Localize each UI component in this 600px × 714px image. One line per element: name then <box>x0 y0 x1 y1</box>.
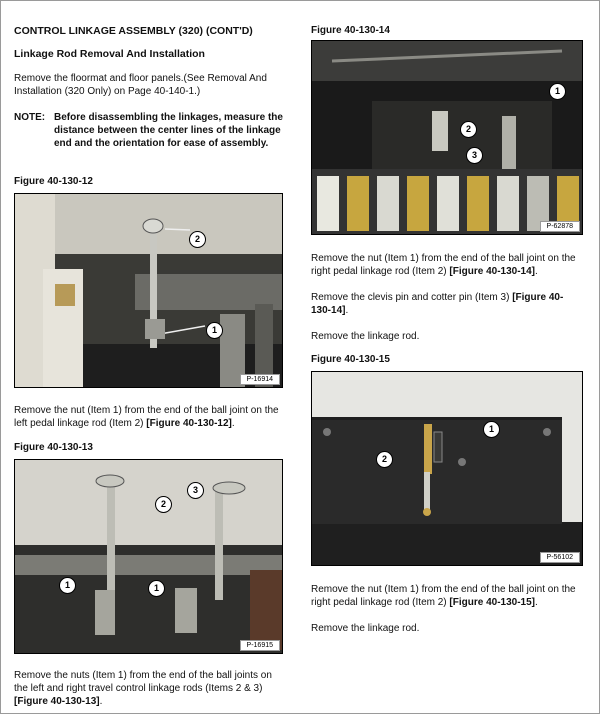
paragraph-fig14b-text: Remove the clevis pin and cotter pin (Item 3) <box>311 292 513 303</box>
figure-13-label: Figure 40-130-13 <box>14 442 93 453</box>
figure-15-callout-2: 2 <box>376 451 393 468</box>
paragraph-fig15b: Remove the linkage rod. <box>311 623 420 634</box>
figure-14-callout-3: 3 <box>466 147 483 164</box>
paragraph-fig13-end: . <box>99 696 103 707</box>
intro-paragraph: Remove the floormat and floor panels.(See Removal And Installation (320 Only) on Page 40-140-1.) <box>14 73 267 97</box>
section-heading: CONTROL LINKAGE ASSEMBLY (320) (CONT'D) <box>14 25 253 37</box>
paragraph-fig13 <box>14 669 286 708</box>
figure-14-label: Figure 40-130-14 <box>311 25 390 36</box>
figure-13-callout-2: 2 <box>155 496 172 513</box>
paragraph-fig14b <box>311 291 583 317</box>
figure-14-callout-1: 1 <box>549 83 566 100</box>
paragraph-fig14b-ref: [Figure 40-130-14] <box>311 292 564 316</box>
figure-12-illustration <box>15 194 282 387</box>
paragraph-fig12-ref: [Figure 40-130-12] <box>146 418 232 429</box>
paragraph-fig15a <box>311 583 583 609</box>
figure-13-callout-1-right: 1 <box>148 580 165 597</box>
figure-14-callout-2: 2 <box>460 121 477 138</box>
paragraph-fig13-ref: [Figure 40-130-13] <box>14 696 100 707</box>
paragraph-fig13-text: Remove the nuts (Item 1) from the end of the ball joints on the left and right travel control linkage rods (Items 2 & 3) <box>14 670 272 694</box>
figure-13-illustration <box>15 460 282 653</box>
paragraph-fig14a-ref: [Figure 40-130-14] <box>449 266 535 277</box>
figure-13-photo <box>14 459 283 654</box>
subheading: Linkage Rod Removal And Installation <box>14 48 205 60</box>
figure-14-photo <box>311 40 583 235</box>
figure-14-code: P-62878 <box>540 221 580 232</box>
paragraph-fig15a-text: Remove the nut (Item 1) from the end of the ball joint on the right pedal linkage rod (Item 2) <box>311 584 576 608</box>
figure-15-label: Figure 40-130-15 <box>311 354 390 365</box>
figure-14-illustration <box>312 41 582 234</box>
paragraph-fig14a <box>311 252 583 278</box>
figure-15-code: P-56102 <box>540 552 580 563</box>
paragraph-fig12-end: . <box>231 418 235 429</box>
paragraph-fig14c: Remove the linkage rod. <box>311 331 420 342</box>
paragraph-fig14b-end: . <box>345 305 349 316</box>
note-text: Before disassembling the linkages, measure the distance between the center lines of the linkage end and the orientation for ease of assembly. <box>54 112 283 149</box>
figure-15-illustration <box>312 372 582 565</box>
figure-12-code: P-16914 <box>240 374 280 385</box>
paragraph-fig14a-end: . <box>535 266 538 277</box>
figure-13-code: P-16915 <box>240 640 280 651</box>
figure-12-callout-2: 2 <box>189 231 206 248</box>
paragraph-fig12-text: Remove the nut (Item 1) from the end of the ball joint on the left pedal linkage rod (Item 2) <box>14 405 279 429</box>
paragraph-fig12 <box>14 404 286 430</box>
figure-15-callout-1: 1 <box>483 421 500 438</box>
paragraph-fig15a-end: . <box>535 597 538 608</box>
paragraph-fig15a-ref: [Figure 40-130-15] <box>449 597 535 608</box>
figure-13-callout-1-left: 1 <box>59 577 76 594</box>
figure-13-callout-3: 3 <box>187 482 204 499</box>
figure-12-callout-1: 1 <box>206 322 223 339</box>
figure-12-label: Figure 40-130-12 <box>14 176 93 187</box>
figure-15-photo <box>311 371 583 566</box>
note-label: NOTE: <box>14 112 46 123</box>
note-block <box>14 111 286 163</box>
figure-12-photo <box>14 193 283 388</box>
paragraph-fig14a-text: Remove the nut (Item 1) from the end of the ball joint on the right pedal linkage rod (Item 2) <box>311 253 576 277</box>
